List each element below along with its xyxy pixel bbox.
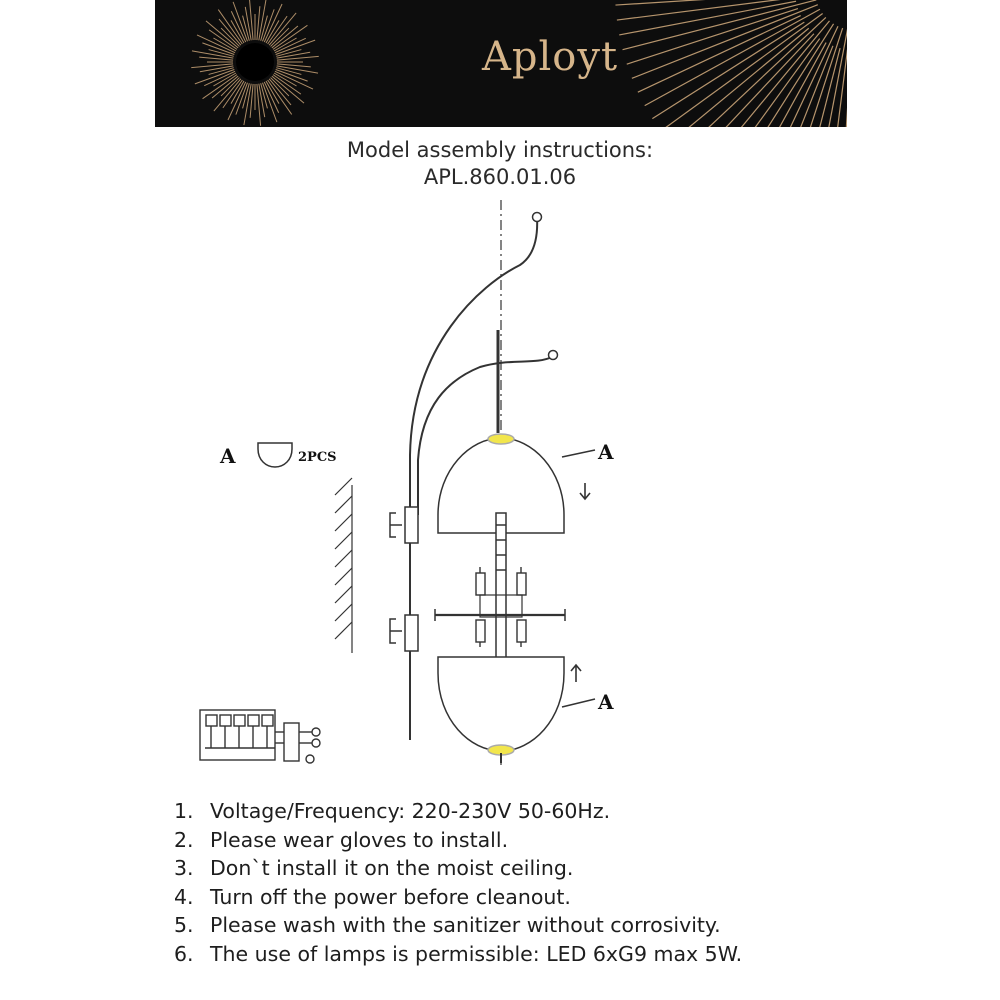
callout-leader-bottom: [562, 699, 595, 707]
bracket-upper-icon: [390, 513, 402, 537]
assembly-diagram: [180, 195, 820, 785]
sun-core-icon: [236, 43, 274, 81]
list-item: [174, 797, 742, 826]
arrow-down-icon: [580, 483, 590, 499]
note-number: 5.: [174, 913, 194, 938]
note-text: Don`t install it on the moist ceiling.: [210, 856, 574, 881]
joint-lower: [405, 615, 418, 651]
callout-label-bottom: A: [598, 690, 614, 714]
note-text: Voltage/Frequency: 220-230V 50-60Hz.: [210, 799, 611, 823]
list-item: [174, 940, 742, 969]
sunburst-right-icon: [615, 0, 847, 127]
wall-hatch-icon: [335, 478, 352, 653]
part-label: A: [220, 444, 236, 468]
callout-label-top: A: [598, 440, 614, 464]
part-quantity: 2PCS: [298, 450, 337, 465]
note-number: 2.: [174, 827, 194, 852]
joint-upper: [405, 507, 418, 543]
note-text: Please wash with the sanitizer without corrosivity.: [210, 913, 721, 938]
shade-part-icon: [258, 443, 292, 467]
arm-end-cap-icon: [549, 351, 558, 360]
list-item: [174, 826, 742, 855]
note-number: 3.: [174, 856, 194, 881]
document-title: Model assembly instructions:: [346, 138, 654, 162]
list-item: [174, 911, 742, 940]
list-item: [174, 883, 742, 912]
bracket-lower-icon: [390, 619, 402, 643]
brand-banner: [155, 0, 847, 127]
model-number: APL.860.01.06: [423, 165, 577, 189]
terminal-block-icon: [200, 710, 320, 763]
note-number: 4.: [174, 884, 194, 909]
note-number: 6.: [174, 941, 194, 966]
note-number: 1.: [174, 799, 194, 823]
brand-logo: Aployt: [482, 34, 619, 80]
note-text: Turn off the power before cleanout.: [210, 884, 571, 909]
arrow-up-icon: [571, 665, 581, 682]
arm-end-cap-icon: [533, 213, 542, 222]
top-shade-ring: [488, 434, 514, 444]
note-text: Please wear gloves to install.: [210, 827, 509, 852]
callout-leader-top: [562, 450, 595, 457]
note-text: The use of lamps is permissible: LED 6xG9 max 5W.: [210, 941, 743, 966]
bottom-shade: [438, 657, 564, 751]
instruction-notes: [174, 797, 742, 969]
list-item: [174, 854, 742, 883]
